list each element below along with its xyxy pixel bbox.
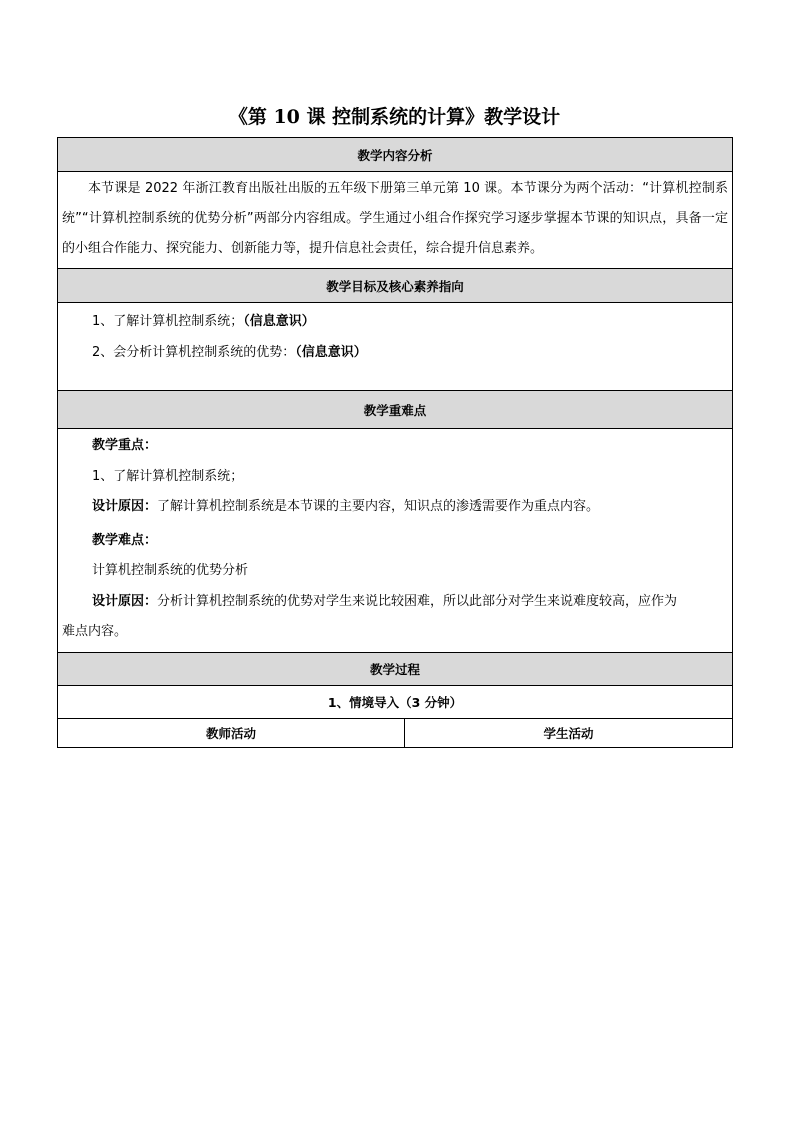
document-title: 《第 10 课 控制系统的计算》教学设计 xyxy=(228,106,561,128)
key-reason-label: 设计原因： xyxy=(92,499,158,514)
section-header-content-analysis: 教学内容分析 xyxy=(58,138,733,172)
objective-item xyxy=(62,306,728,337)
difficulty-reason-continuation: 难点内容。 xyxy=(62,624,128,639)
difficulty-item: 计算机控制系统的优势分析 xyxy=(92,563,249,578)
column-header-student: 学生活动 xyxy=(405,718,733,747)
section-header-key-points: 教学重难点 xyxy=(58,391,733,429)
objective-tag: （信息意识） xyxy=(295,345,367,360)
objective-text: 2、会分析计算机控制系统的优势： xyxy=(92,345,296,360)
content-analysis-paragraph: 本节课是 2022 年浙江教育出版社出版的五年级下册第三单元第 10 课。本节课分为两个活动：“计算机控制系统”“计算机控制系统的优势分析”两部分内容组成。学生通过小组合作探究学习逐步掌握本节课的知识点，具备一定的小组合作能力、探究能力、创新能力等，提升信息社会责任，综合提升信息素养。 xyxy=(62,181,729,256)
section-header-objectives: 教学目标及核心素养指向 xyxy=(58,269,733,303)
difficulty-label: 教学难点： xyxy=(92,532,158,548)
difficulty-reason xyxy=(62,587,728,648)
difficulty-reason-text: 分析计算机控制系统的优势对学生来说比较困难，所以此部分对学生来说难度较高，应作为 xyxy=(157,593,678,609)
objective-text: 1、了解计算机控制系统； xyxy=(92,314,244,329)
key-point-label: 教学重点： xyxy=(92,438,158,453)
key-point-item: 1、了解计算机控制系统； xyxy=(92,468,244,484)
difficulty-reason-label: 设计原因： xyxy=(92,593,158,609)
content-analysis-cell xyxy=(58,172,733,269)
objective-tag: （信息意识） xyxy=(243,314,315,329)
objectives-cell xyxy=(58,303,733,391)
lesson-plan-table xyxy=(57,137,733,748)
key-points-cell xyxy=(58,429,733,653)
column-header-teacher: 教师活动 xyxy=(58,718,405,747)
objective-item xyxy=(62,337,728,368)
key-reason-text: 了解计算机控制系统是本节课的主要内容，知识点的渗透需要作为重点内容。 xyxy=(157,499,600,514)
process-stage-heading: 1、情境导入（3 分钟） xyxy=(58,685,733,718)
section-header-process: 教学过程 xyxy=(58,652,733,685)
